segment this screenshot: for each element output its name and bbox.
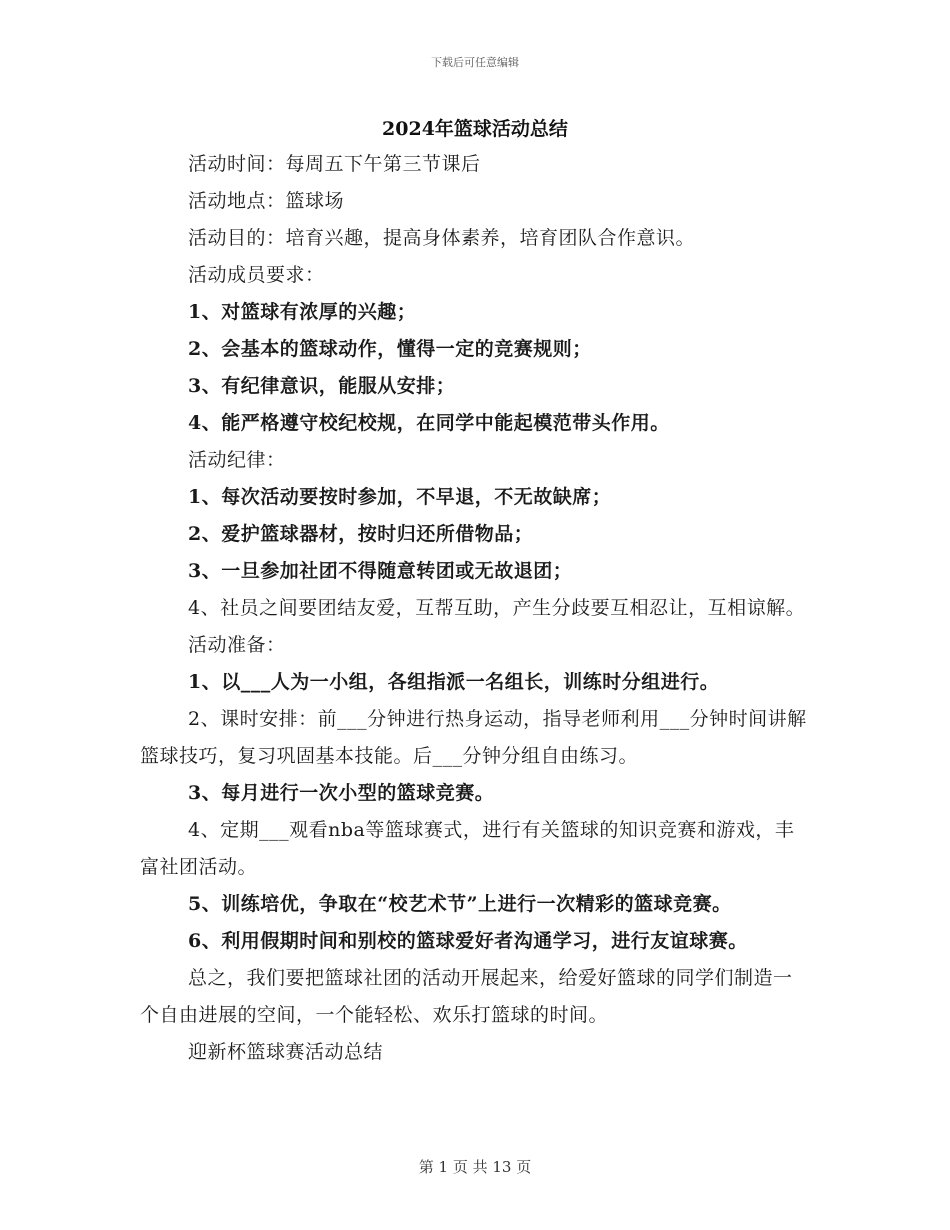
paragraph: 2、会基本的篮球动作，懂得一定的竞赛规则； xyxy=(188,338,592,360)
document-body xyxy=(140,146,810,1071)
paragraph: 4、定期___观看nba等篮球赛式，进行有关篮球的知识竞赛和游戏，丰富社团活动。 xyxy=(140,819,795,878)
paragraph: 活动时间：每周五下午第三节课后 xyxy=(188,153,481,175)
page-header: 下载后可任意编辑 xyxy=(431,56,519,69)
paragraph: 活动纪律： xyxy=(188,449,286,471)
paragraph: 1、以___人为一小组，各组指派一名组长，训练时分组进行。 xyxy=(188,671,720,693)
paragraph: 活动地点：篮球场 xyxy=(188,190,345,212)
paragraph: 5、训练培优，争取在“校艺术节”上进行一次精彩的篮球竞赛。 xyxy=(188,893,732,915)
paragraph: 活动准备： xyxy=(188,634,286,656)
paragraph: 活动目的：培育兴趣，提高身体素养，培育团队合作意识。 xyxy=(188,227,696,249)
paragraph: 2、课时安排：前___分钟进行热身运动，指导老师利用___分钟时间讲解篮球技巧，复习巩固基本技能。后___分钟分组自由练习。 xyxy=(140,708,807,767)
page-footer: 第 1 页 共 13 页 xyxy=(418,1158,532,1176)
paragraph: 总之，我们要把篮球社团的活动开展起来，给爱好篮球的同学们制造一个自由进展的空间，一个能轻松、欢乐打篮球的时间。 xyxy=(140,967,793,1026)
paragraph: 3、有纪律意识，能服从安排； xyxy=(188,375,456,397)
paragraph: 活动成员要求： xyxy=(188,264,325,286)
paragraph: 3、一旦参加社团不得随意转团或无故退团； xyxy=(188,560,573,582)
paragraph: 1、每次活动要按时参加，不早退，不无故缺席； xyxy=(188,486,612,508)
paragraph: 2、爱护篮球器材，按时归还所借物品； xyxy=(188,523,534,545)
paragraph: 4、能严格遵守校纪校规，在同学中能起模范带头作用。 xyxy=(188,412,670,434)
paragraph: 6、利用假期时间和别校的篮球爱好者沟通学习，进行友谊球赛。 xyxy=(188,930,748,952)
paragraph: 3、每月进行一次小型的篮球竞赛。 xyxy=(188,782,495,804)
document-title: 2024年篮球活动总结 xyxy=(382,118,568,140)
paragraph: 4、社员之间要团结友爱，互帮互助，产生分歧要互相忍让，互相谅解。 xyxy=(188,597,806,619)
paragraph: 迎新杯篮球赛活动总结 xyxy=(188,1041,384,1063)
paragraph: 1、对篮球有浓厚的兴趣； xyxy=(188,301,417,323)
